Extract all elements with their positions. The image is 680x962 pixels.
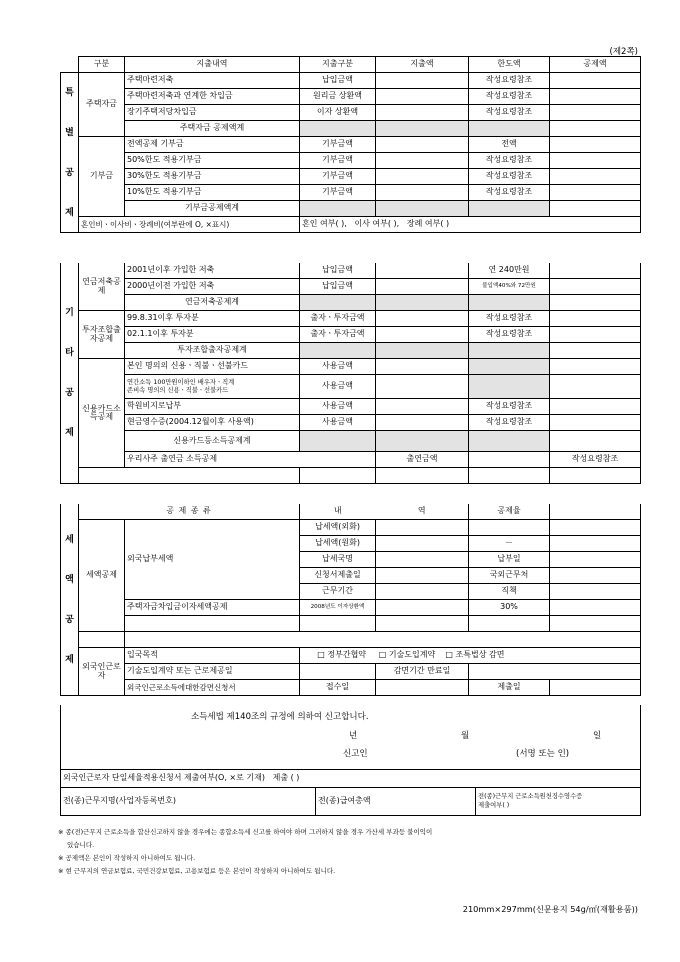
sign-field[interactable]: (서명 또는 인) (516, 749, 570, 759)
gov-agreement-checkbox[interactable]: □ 정부간협약 (317, 650, 367, 660)
amount-cell[interactable] (376, 73, 469, 89)
deduction-table: 구분 지출내역 지출구분 지출액 한도액 공제액 특 별 공 제 주택자금 주택마련저축 납입금액 작성요령참조 주택마련저축과 연계한 차입금 원리금 상환액 작성요령참조 장기주택저당차입금 이자 상환액 작성요령참조 주택자금 공제액계 기부금 전액공제 기부금 기부금액 전액 50%한도 적용기부금 기부금액 작성요령참조 30%한도 적용기부금 기부금액 작성요령참조 10%한도 적용기부금 기부금액 작성요령참조 기부금공제액계 혼인비ㆍ이사비ㆍ장례비(여부란에 O, ×표시) 혼인 여부( ), 이사 여부( ), 장례 여부( ) (60, 56, 641, 233)
foreign-tax-label: 외국납부세액 (125, 520, 300, 600)
other-deduction-label: 기 타 공 제 (61, 263, 79, 484)
tax-credit-table: 세 액 공 제 공 제 종 류 내 역 공제율 세액공제 외국납부세액 납세액(외화) 납세액(원화) － 납세국명 납부일 신청서제출일 국외근무처 근무기간 직책 주택자금차입금이자세액공제 2008년도 이자상환액 30% 외국인근로자 입국목적 □ 정부간협약 □ 기술도입계약 □ 조특법상 감면 기술도입계약 또는 근로제공일 감면기간 만료일 외국인근로소득에대한감면신청서 접수일 제출일 (60, 504, 641, 696)
col-deduction: 공제액 (550, 57, 641, 73)
col-limit: 한도액 (469, 57, 550, 73)
card-total: 신용카드등소득공제계 (125, 431, 300, 452)
housing-label: 주택자금 (79, 73, 125, 137)
flat-rate-submission[interactable]: 외국인근로자 단일세율적용신청서 제출여부(O, ×로 기재) 제출 ( ) (61, 769, 641, 787)
tech-contract-checkbox[interactable]: □ 기술도입계약 (378, 650, 436, 660)
housing-total: 주택자금 공제액계 (125, 121, 300, 137)
other-deduction-table: 기 타 공 제 연금저축공제 2001년이후 가입한 저축 납입금액 연 240만원 2000년이전 가입한 저축 납입금액 불입액40%와 72만원 연금저축공제계 투자조합출자공제 99.8.31이후 투자분 출자ㆍ투자금액 작성요령참조 02.1.1이후 투자분 출자ㆍ투자금액 작성요령참조 투자조합출자공제계 신용카드소득공제 본인 명의의 신용ㆍ직불ㆍ선불카드 사용금액 연간소득 100만원이하인 배우자ㆍ직계 존비속 명의의 신용ㆍ직불ㆍ선불카드 사용금액 학원비지로납부 사용금액 작성요령참조 현금영수증(2004.12월이후 사용액) 사용금액 작성요령참조 신용카드등소득공제계 우리사주 출연금 소득공제 출연금액 작성요령참조 (60, 263, 641, 484)
previous-pay-total[interactable]: 전(종)급여총액 (316, 787, 476, 815)
tax-credit-group: 세액공제 (79, 520, 125, 632)
deduction-cell[interactable] (550, 73, 641, 89)
housing-row-desc: 주택마련저축 (125, 73, 300, 89)
reporter-label: 신고인 (343, 749, 368, 759)
card-label: 신용카드소득공제 (79, 359, 125, 468)
col-expense-type: 지출구분 (300, 57, 376, 73)
col-expense-amount: 지출액 (376, 57, 469, 73)
col-category: 구분 (79, 57, 125, 73)
donation-total: 기부금공제액계 (125, 201, 300, 217)
foreign-worker-label: 외국인근로자 (79, 648, 125, 696)
special-deduction-label: 특 별 공 제 (61, 73, 79, 233)
invest-total: 투자조합출자공제계 (125, 343, 300, 359)
declaration-table: 소득세법 제140조의 규정에 의하여 신고합니다. 년 월 일 신고인 (서명 또는 인) 외국인근로자 단일세율적용신청서 제출여부(O, ×로 기재) 제출 ( ) 전(종)근무지명(사업자등록번호) 전(종)급여총액 전(종)근무지 근로소득원천징수영수증 제출여부( ) (60, 705, 641, 816)
invest-label: 투자조합출자공제 (79, 311, 125, 359)
tax-credit-label: 세 액 공 제 (61, 504, 79, 696)
pension-total: 연금저축공제계 (125, 295, 300, 311)
page-number: (제2쪽) (609, 47, 638, 57)
esop-contribution: 우리사주 출연금 소득공제 (125, 452, 376, 468)
col-expense-detail: 지출내역 (125, 57, 300, 73)
paper-size: 210mm×297mm(신문용지 54g/㎡(재활용품)) (462, 904, 638, 914)
previous-workplace[interactable]: 전(종)근무지명(사업자등록번호) (61, 787, 316, 815)
wedding-moving-funeral: 혼인비ㆍ이사비ㆍ장례비(여부란에 O, ×표시) (79, 217, 300, 233)
notes: ※ 종(전)근무지 근로소득을 합산신고하지 않을 경우에는 종합소득세 신고를 하여야 하며 그러하지 않을 경우 가산세 부과등 불이익이 있습니다. ※ 공제액은 본인이 작성하지 아니하여도 됩니다. ※ 현 근무지의 연금보험료, 국민건강보험료, 고용보험료 등은 본인이 작성하지 아니하여도 됩니다. (58, 828, 433, 875)
declaration-block: 소득세법 제140조의 규정에 의하여 신고합니다. 년 월 일 신고인 (서명 또는 인) (61, 705, 641, 769)
receipt-submission[interactable]: 제출여부( ) (478, 802, 510, 809)
donation-label: 기부금 (79, 137, 125, 217)
housing-interest-credit: 주택자금차입금이자세액공제 (125, 600, 300, 616)
special-tax-checkbox[interactable]: □ 조특법상 감면 (445, 650, 505, 660)
pension-label: 연금저축공제 (79, 263, 125, 311)
